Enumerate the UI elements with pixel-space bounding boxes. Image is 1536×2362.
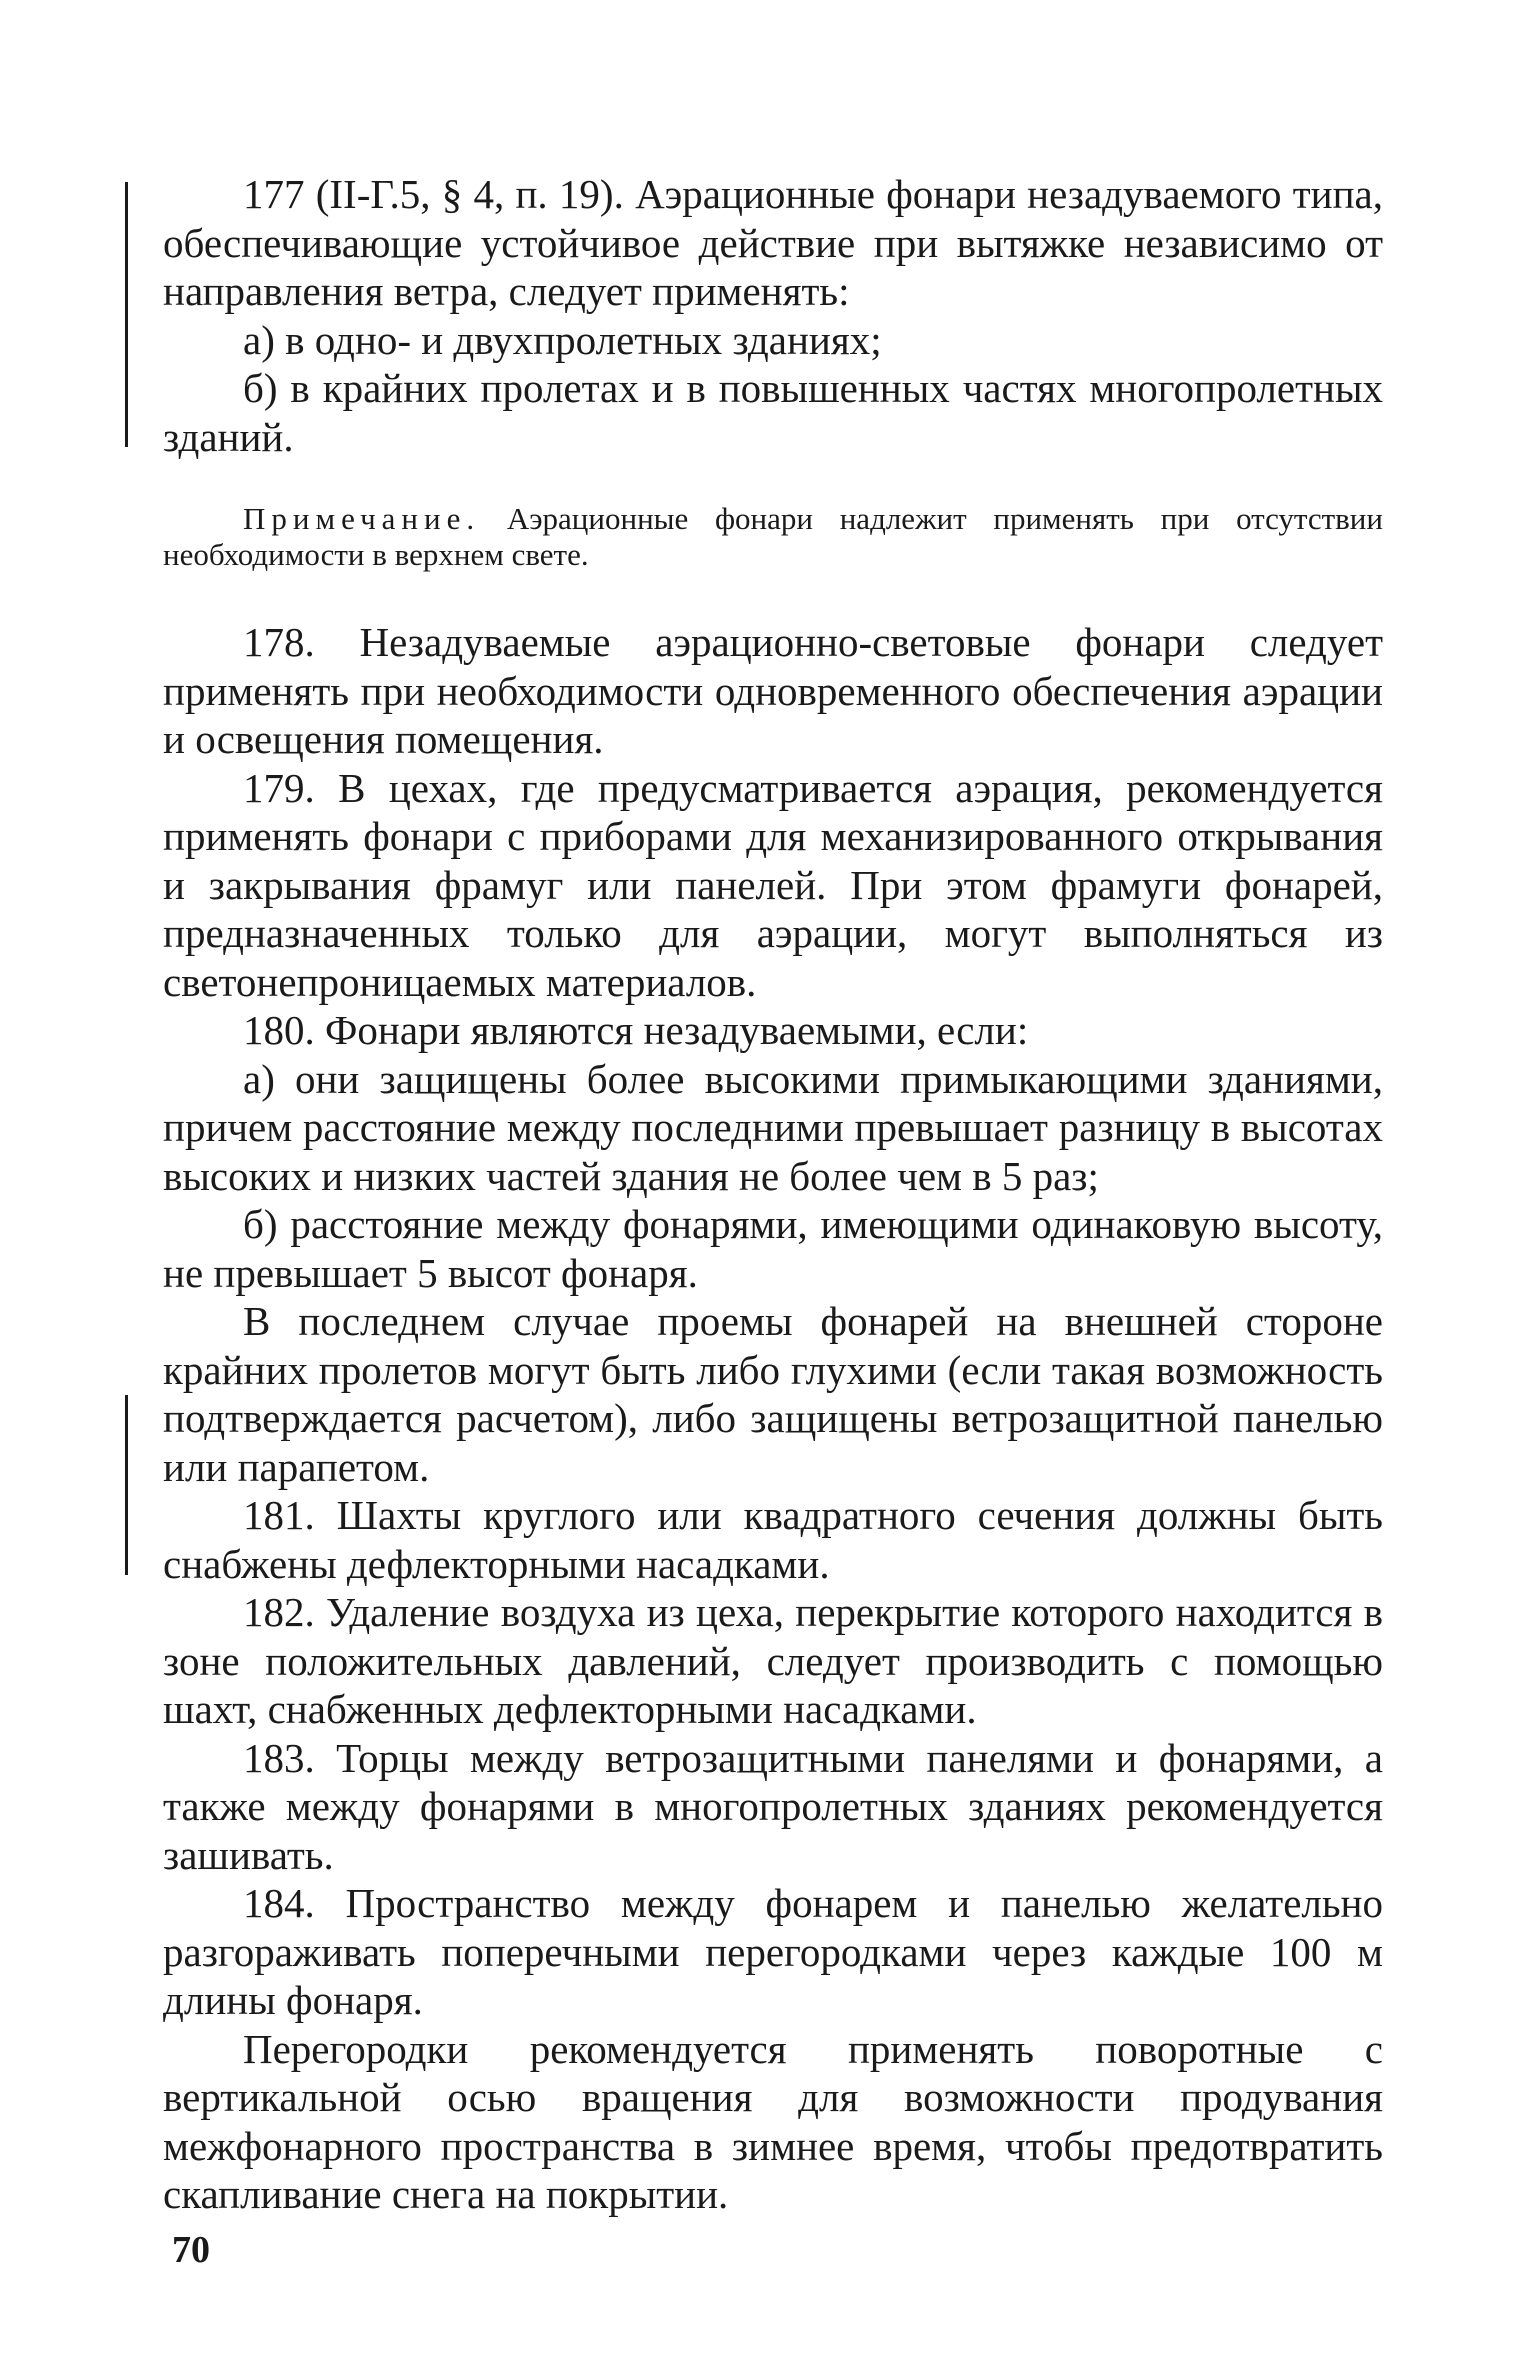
paragraph-182: 182. Удаление воздуха из цеха, перекрытие которого находится в зоне положительных давлений, следует производить с помощью шахт, снабженных дефлекторными насадками. — [163, 1589, 1383, 1732]
paragraph-179: 179. В цехах, где предусматривается аэрация, рекомендуется применять фонари с приборами для механизированного открывания и закрывания фрамуг или панелей. При этом фрамуги фонарей, предназначенных только для аэрации, могут выполняться из светонепроницаемых материалов. — [163, 764, 1383, 1005]
paragraph-180-item-a: а) они защищены более высокими примыкающими зданиями, причем расстояние между последними превышает разницу в высотах высоких и низких частей здания не более чем в 5 раз; — [163, 1055, 1383, 1199]
paragraph-177-item-b: б) в крайних пролетах и в повышенных частях многопролетных зданий. — [163, 365, 1383, 460]
page-number: 70 — [172, 2229, 210, 2271]
paragraph-177: 177 (II-Г.5, § 4, п. 19). Аэрационные фонари незадуваемого типа, обеспечивающие устойчивое действие при вытяжке независимо от направления ветра, следует применять: — [163, 171, 1383, 314]
paragraph-181: 181. Шахты круглого или квадратного сечения должны быть снабжены дефлекторными насадками. — [163, 1492, 1383, 1587]
page-body — [163, 170, 1383, 2219]
revision-bar — [125, 182, 128, 447]
paragraph-183: 183. Торцы между ветрозащитными панелями и фонарями, а также между фонарями в многопролетных зданиях рекомендуется зашивать. — [163, 1734, 1383, 1878]
paragraph-184: 184. Пространство между фонарем и панелью желательно разгораживать поперечными перегородками через каждые 100 м длины фонаря. — [163, 1880, 1383, 2023]
paragraph-180: 180. Фонари являются незадуваемыми, если: — [243, 1007, 1029, 1053]
revision-bar — [125, 1395, 128, 1575]
note-text: Аэрационные фонари надлежит применять при отсутствии необходимости в верхнем свете. — [163, 501, 1383, 572]
paragraph-180-note: В последнем случае проемы фонарей на внешней стороне крайних пролетов могут быть либо глухими (если такая возможность подтверждается расчетом), либо защищены ветрозащитной панелью или парапетом. — [163, 1298, 1383, 1490]
paragraph-180-item-b: б) расстояние между фонарями, имеющими одинаковую высоту, не превышает 5 высот фонаря. — [163, 1201, 1383, 1296]
note-label: Примечание. — [243, 501, 481, 536]
paragraph-178: 178. Незадуваемые аэрационно-световые фонари следует применять при необходимости одновременного обеспечения аэрации и освещения помещения. — [163, 619, 1383, 762]
paragraph-184-continued: Перегородки рекомендуется применять поворотные с вертикальной осью вращения для возможности продувания межфонарного пространства в зимнее время, чтобы предотвратить скапливание снега на покрытии. — [163, 2025, 1383, 2217]
paragraph-177-item-a: а) в одно- и двухпролетных зданиях; — [243, 316, 882, 363]
note — [163, 501, 1383, 573]
